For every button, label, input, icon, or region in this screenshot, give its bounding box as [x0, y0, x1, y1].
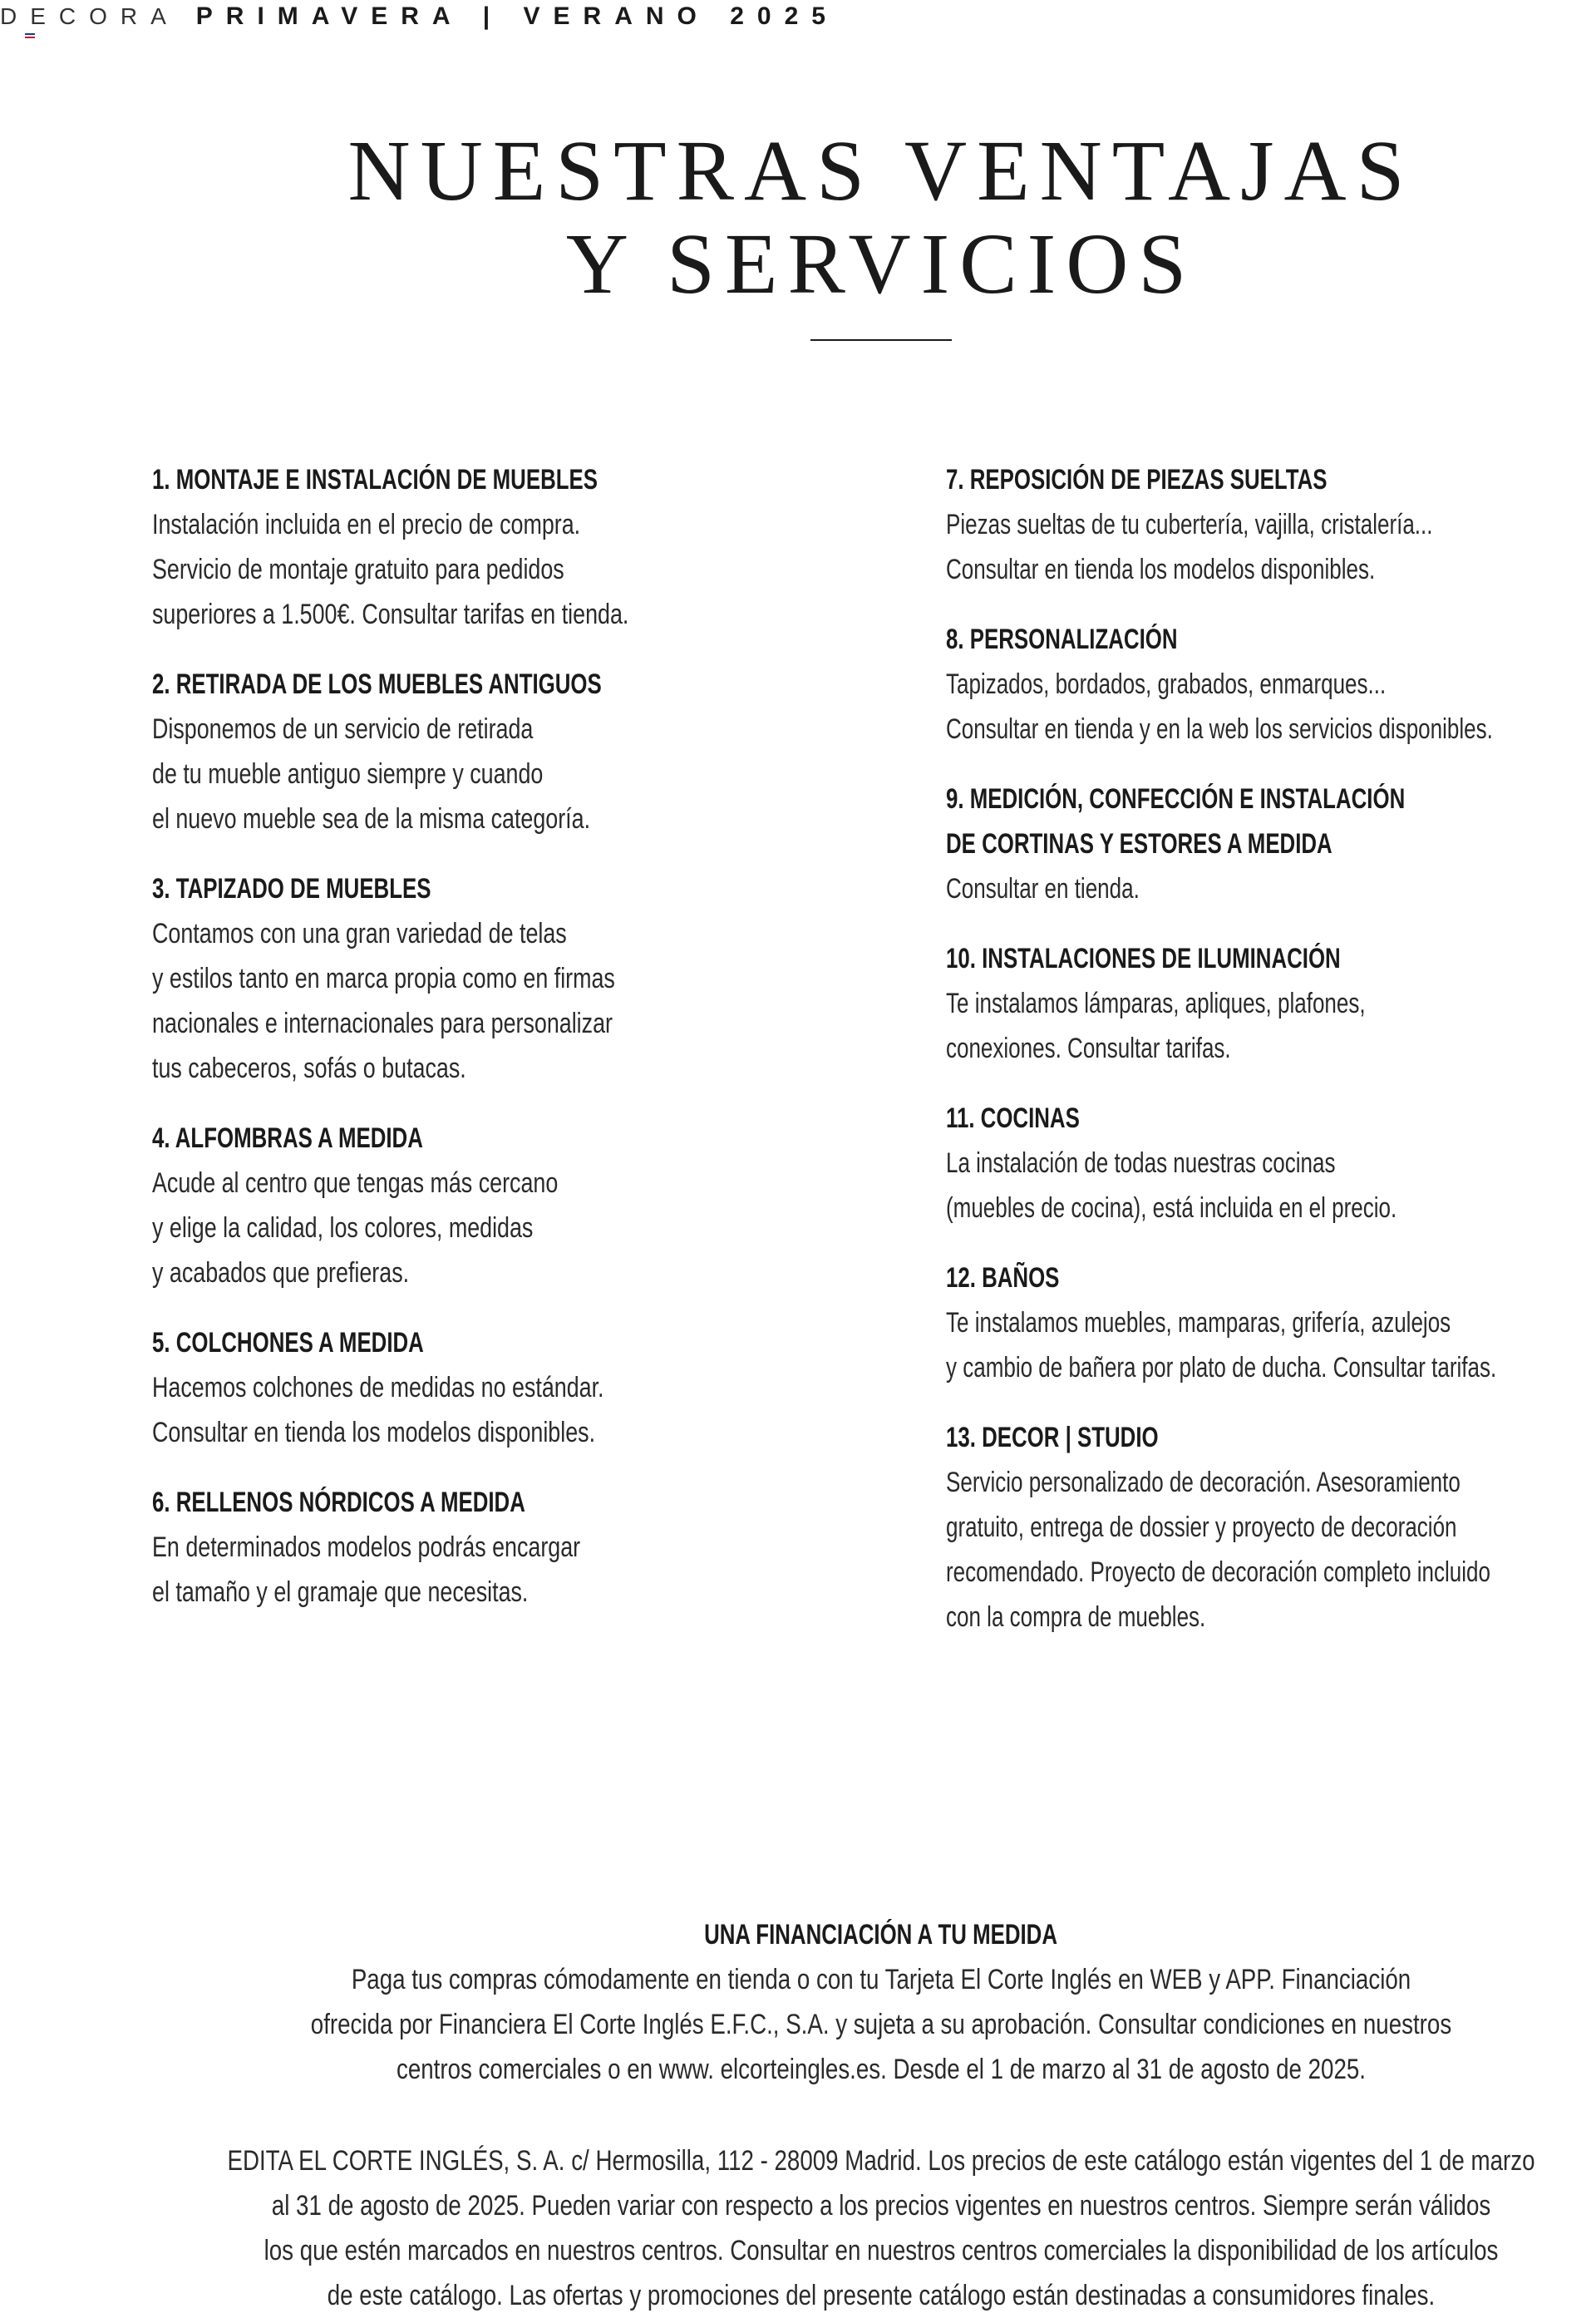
season-label: PRIMAVERA | VERANO 2025: [195, 2, 839, 30]
service-description: En determinados modelos podrás encargar el tamaño y el gramaje que necesitas.: [152, 1531, 581, 1608]
service-description: Contamos con una gran variedad de telas y estilos tanto en marca propia como en firmas nacionales e internacionales para personalizar tus cabeceros, sofás o butacas.: [152, 918, 615, 1084]
flag-stripe-blue: [25, 33, 35, 35]
service-item: [946, 1096, 1594, 1231]
services-left-column: [152, 457, 884, 1640]
title-line-1: NUESTRAS VENTAJAS: [347, 123, 1415, 219]
service-item: [152, 1320, 884, 1455]
financing-heading: UNA FINANCIACIÓN A TU MEDIDA: [704, 1919, 1058, 1951]
title-line-2: Y SERVICIOS: [565, 216, 1197, 312]
service-description: La instalación de todas nuestras cocinas (muebles de cocina), está incluida en el precio.: [946, 1147, 1397, 1224]
service-item: [152, 866, 884, 1091]
service-heading: 2. RETIRADA DE LOS MUEBLES ANTIGUOS: [152, 668, 602, 700]
service-item: [946, 457, 1594, 592]
service-description: Te instalamos lámparas, apliques, plafones, conexiones. Consultar tarifas.: [946, 988, 1366, 1064]
services-right-column: [946, 457, 1594, 1665]
service-description: Instalación incluida en el precio de compra. Servicio de montaje gratuito para pedidos superiores a 1.500€. Consultar tarifas en tienda.: [152, 509, 629, 630]
service-heading: 4. ALFOMBRAS A MEDIDA: [152, 1122, 423, 1154]
service-heading: 8. PERSONALIZACIÓN: [946, 624, 1178, 655]
page-title: [0, 125, 1596, 311]
service-description: Consultar en tienda.: [946, 873, 1140, 905]
legal-notice: [0, 2138, 1596, 2318]
service-description: Disponemos de un servicio de retirada de tu mueble antiguo siempre y cuando el nuevo mueble sea de la misma categoría.: [152, 713, 591, 835]
service-description: Hacemos colchones de medidas no estándar. Consultar en tienda los modelos disponibles.: [152, 1372, 604, 1448]
service-heading: 10. INSTALACIONES DE ILUMINACIÓN: [946, 943, 1341, 974]
service-description: Te instalamos muebles, mamparas, grifería, azulejos y cambio de bañera por plato de ducha. Consultar tarifas.: [946, 1307, 1497, 1383]
financing-description: Paga tus compras cómodamente en tienda o con tu Tarjeta El Corte Inglés en WEB y APP. Financiación ofrecida por Financiera El Corte Inglés E.F.C., S.A. y sujeta a su aprobación. Consultar condiciones en nuestros centros comerciales o en www. elcorteingles.es. Desde el 1 de marzo al 31 de agosto de 2025.: [310, 1964, 1452, 2085]
service-heading: 13. DECOR | STUDIO: [946, 1422, 1159, 1453]
service-item: [152, 662, 884, 841]
service-item: [946, 777, 1594, 911]
service-description: Piezas sueltas de tu cubertería, vajilla, cristalería... Consultar en tienda los modelos disponibles.: [946, 509, 1433, 585]
service-heading: 5. COLCHONES A MEDIDA: [152, 1327, 424, 1359]
service-heading: 9. MEDICIÓN, CONFECCIÓN E INSTALACIÓN DE CORTINAS Y ESTORES A MEDIDA: [946, 783, 1406, 860]
service-heading: 12. BAÑOS: [946, 1262, 1060, 1294]
service-item: [152, 1480, 884, 1615]
service-heading: 6. RELLENOS NÓRDICOS A MEDIDA: [152, 1487, 525, 1518]
brand-name: DECORA: [0, 3, 180, 29]
service-item: [152, 457, 884, 637]
service-item: [946, 936, 1594, 1071]
service-item: [152, 1116, 884, 1295]
title-divider: [810, 339, 952, 341]
service-description: Acude al centro que tengas más cercano y elige la calidad, los colores, medidas y acabados que prefieras.: [152, 1167, 559, 1289]
page-header: [0, 0, 839, 33]
service-heading: 11. COCINAS: [946, 1102, 1080, 1134]
brand-flag-mark: [25, 33, 35, 40]
service-item: [946, 1415, 1594, 1640]
service-heading: 3. TAPIZADO DE MUEBLES: [152, 873, 431, 905]
flag-stripe-red: [25, 37, 35, 38]
service-item: [946, 617, 1594, 752]
service-heading: 1. MONTAJE E INSTALACIÓN DE MUEBLES: [152, 464, 598, 496]
brand-logo: [0, 3, 180, 30]
service-item: [946, 1255, 1594, 1390]
service-description: Tapizados, bordados, grabados, enmarques... Consultar en tienda y en la web los servicios disponibles.: [946, 668, 1493, 745]
service-description: Servicio personalizado de decoración. Asesoramiento gratuito, entrega de dossier y proyecto de decoración recomendado. Proyecto de decoración completo incluido con la compra de muebles.: [946, 1467, 1490, 1633]
legal-text: EDITA EL CORTE INGLÉS, S. A. c/ Hermosilla, 112 - 28009 Madrid. Los precios de este catálogo están vigentes del 1 de marzo al 31 de agosto de 2025. Pueden variar con respecto a los precios vigentes en nuestros centros. Siempre serán válidos los que estén marcados en nuestros centros. Consultar en nuestros centros comerciales la disponibilidad de los artículos de este catálogo. Las ofertas y promociones del presente catálogo están destinadas a consumidores finales.: [227, 2145, 1535, 2311]
financing-section: [0, 1912, 1596, 2092]
service-heading: 7. REPOSICIÓN DE PIEZAS SUELTAS: [946, 464, 1328, 496]
